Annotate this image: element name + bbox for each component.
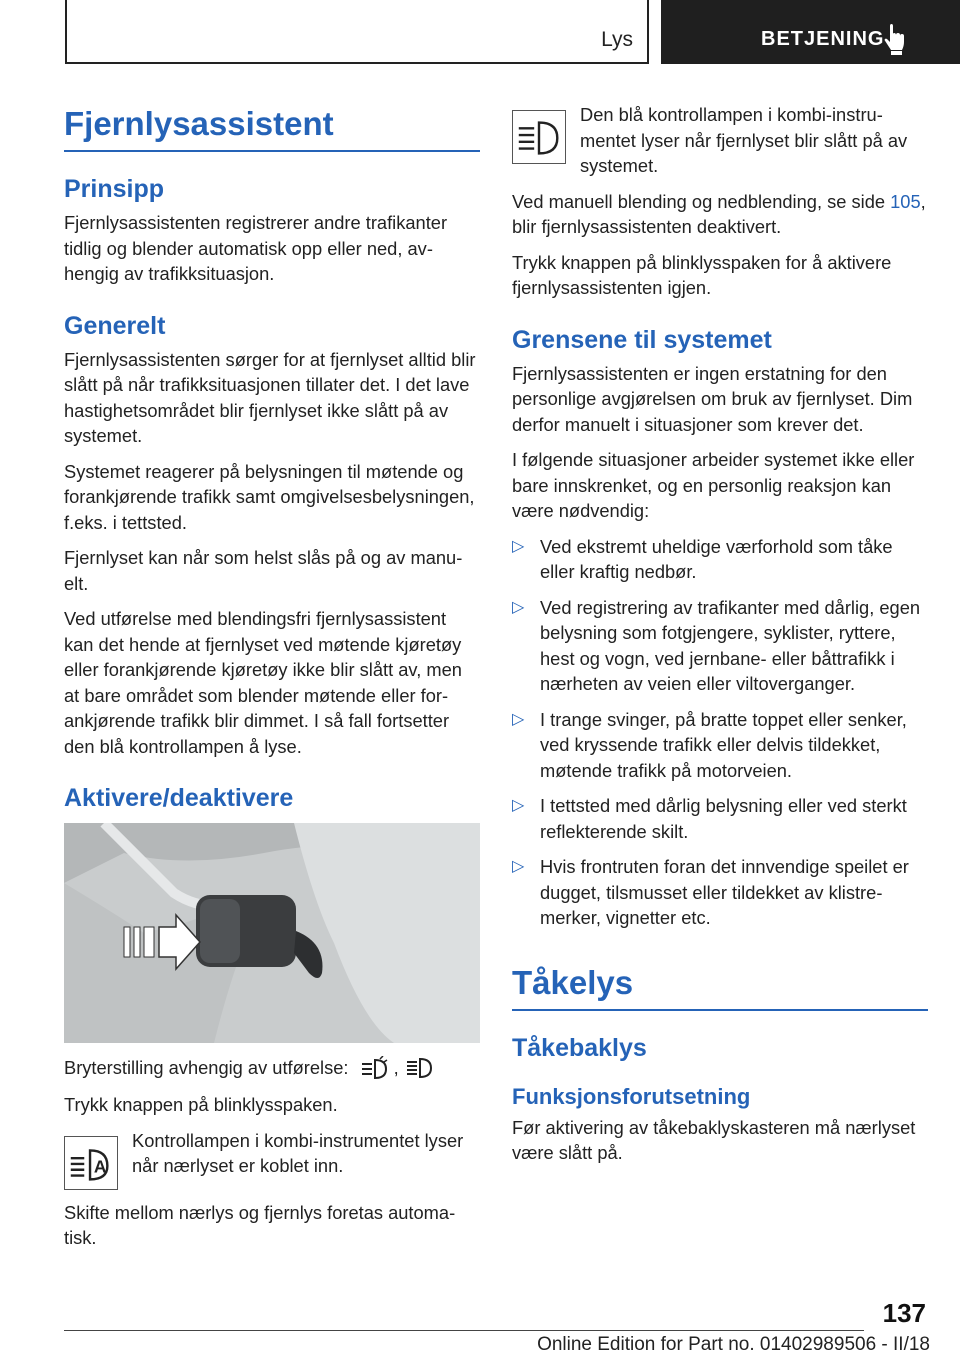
funksjon-text: Før aktivering av tåkebaklyskasteren må nærlyset være slått på. (512, 1116, 916, 1163)
bryter-separator: , (393, 1057, 399, 1078)
low-beam-lamp-text: Kontrollampen i kombi-instrumentet lyser når nærlyset er koblet inn. (132, 1129, 464, 1177)
footer-edition: Online Edition for Part no. 01402989506 - II/18 (537, 1334, 930, 1355)
generelt-paragraph-2: Systemet reagerer på belysningen til møtende og forankjørende trafikk samt omgivelsesbelysningen, f.eks. i tettsted. (64, 460, 475, 533)
page-link-105[interactable]: 105 (890, 190, 921, 212)
heading-takebaklys: Tåkebaklys (512, 1033, 647, 1062)
high-beam-lamp-note (512, 102, 928, 179)
list-item (512, 707, 928, 784)
heading-funksjonsforutsetning: Funksjonsforutsetning (512, 1083, 751, 1109)
heading-grensene: Grensene til systemet (512, 325, 772, 354)
high-beam-icon (405, 1056, 433, 1082)
list-item (512, 793, 928, 844)
low-beam-indicator-icon (64, 1136, 118, 1190)
list-item-text: Ved registrering av trafikanter med dårlig, egen belysning som fotgjengere, syklister, ryttere, hest og vogn, ved jernbane- eller båttrafikk i nærheten av veien eller viltoverganger. (540, 596, 921, 694)
manuell-text-pre: Ved manuell blending og nedblending, se side (512, 190, 891, 212)
prinsipp-text: Fjernlysassistenten registrerer andre trafikanter tidlig og blender automatisk opp eller ned, avhengig av trafikksituasjon. (64, 212, 448, 284)
generelt-paragraph-1: Fjernlysassistenten sørger for at fjernlyset alltid blir slått på når trafikksituasjonen tillater det. I det lave hastighetsområdet blir fjernlyset ikke slått på av systemet. (64, 348, 476, 446)
generelt-paragraph-3: Fjernlyset kan når som helst slås på og av manuelt. (64, 547, 463, 594)
page-number: 137 (882, 1298, 926, 1328)
header-section-label: Lys (601, 28, 633, 51)
title-rule (64, 150, 480, 152)
list-item-text: Hvis frontruten foran det innvendige speilet er dugget, tilsmusset eller tildekket av klistremerker, vignetter etc. (540, 856, 909, 928)
manuell-text-post: , blir fjernlysassistenten deaktivert. (512, 190, 926, 237)
list-item-text: I trange svinger, på bratte toppet eller senker, ved kryssende trafikk eller delvis tildekket, møtende trafikk på motorveien. (540, 708, 907, 781)
turn-signal-lever-photo (64, 823, 480, 1043)
title-rule (512, 1009, 928, 1011)
hand-pointer-icon (883, 24, 907, 56)
manuell-text (512, 189, 928, 240)
bryter-text (64, 1055, 480, 1082)
header-chapter-tab[interactable] (661, 0, 960, 64)
svg-text:A: A (93, 1156, 107, 1177)
low-beam-lamp-note (64, 1128, 480, 1190)
bullet-marker-icon: ▷ (512, 858, 525, 875)
bullet-marker-icon: ▷ (512, 710, 525, 728)
grensene-paragraph-1: Fjernlysassistenten er ingen erstatning for den personlige avgjørelsen om bruk av fjernlyset. Dim derfor manuelt i situasjoner som krever det. (512, 362, 913, 435)
section-title-fjernlysassistent: Fjernlysassistent (64, 105, 334, 142)
heading-prinsipp: Prinsipp (64, 175, 165, 203)
header-section-box (65, 0, 649, 64)
high-beam-lamp-text: Den blå kontrollampen i kombi-instrumentet lyser når fjernlyset blir slått på av systemet. (580, 104, 908, 176)
limitations-list (512, 534, 928, 931)
footer-rule (64, 1330, 864, 1331)
trykk-text-right: Trykk knappen på blinklysspaken for å aktivere fjernlysassistenten igjen. (512, 251, 892, 298)
grensene-paragraph-2: I følgende situasjoner arbeider systemet ikke eller bare innskrenket, og en personlig reaksjon kan være nødvendig: (512, 449, 915, 521)
bullet-marker-icon: ▷ (512, 537, 525, 555)
left-column (64, 102, 480, 1261)
bullet-marker-icon: ▷ (512, 797, 525, 814)
high-beam-assistant-icon (360, 1056, 388, 1082)
generelt-paragraph-4: Ved utførelse med blendingsfri fjernlysassistent kan det hende at fjernlyset ved møtende kjøretøy eller forankjørende kjøretøy ikke blir slått av, men at bare området som blender møtende eller forankjørende trafikk blir dimmet. I så fall fortsetter den blå kontrollampen å lyse. (64, 608, 462, 757)
section-title-takelys: Tåkelys (512, 963, 634, 1001)
list-item-text: Ved ekstremt uheldige værforhold som tåke eller kraftig nedbør. (540, 535, 893, 582)
list-item (512, 595, 928, 697)
trykk-text-left: Trykk knappen på blinklysspaken. (64, 1094, 338, 1116)
right-column (512, 102, 928, 1176)
high-beam-indicator-icon (512, 110, 566, 164)
skifte-text: Skifte mellom nærlys og fjernlys foretas automatisk. (64, 1201, 456, 1249)
list-item-text: I tettsted med dårlig belysning eller ved sterkt reflekterende skilt. (540, 795, 907, 842)
list-item (512, 534, 928, 585)
heading-aktivere-deaktivere: Aktivere/deaktivere (64, 784, 294, 812)
list-item (512, 854, 928, 931)
bryter-label: Bryterstilling avhengig av utførelse: (64, 1057, 349, 1078)
heading-generelt: Generelt (64, 311, 166, 340)
bullet-marker-icon: ▷ (512, 598, 525, 616)
header-chapter-label: BETJENING (761, 28, 885, 50)
